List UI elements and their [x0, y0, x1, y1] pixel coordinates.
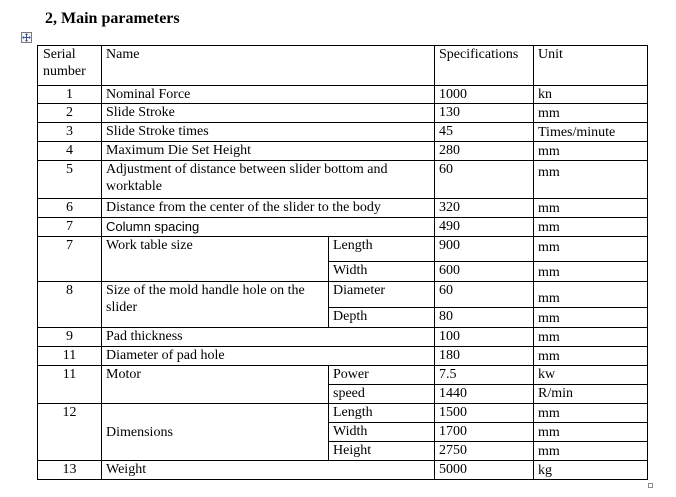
spec-cell: 5000	[435, 461, 534, 480]
sub-label-cell: Depth	[329, 308, 435, 328]
spec-cell: 80	[435, 308, 534, 328]
serial-cell: 12	[38, 404, 102, 461]
name-cell: Motor	[102, 366, 329, 404]
spec-cell: 1000	[435, 86, 534, 104]
move-arrows-icon	[22, 33, 31, 42]
spec-cell: 490	[435, 218, 534, 237]
name-cell: Column spacing	[102, 218, 435, 237]
spec-cell: 45	[435, 123, 534, 142]
sub-label-cell: Power	[329, 366, 435, 385]
table-move-handle[interactable]	[21, 32, 32, 43]
unit-cell: mm	[534, 104, 648, 123]
spec-cell: 900	[435, 237, 534, 262]
unit-cell: mm	[534, 308, 648, 328]
table-resize-handle[interactable]	[648, 483, 653, 488]
unit-cell: mm	[534, 262, 648, 282]
spec-cell: 1700	[435, 423, 534, 442]
serial-cell: 6	[38, 199, 102, 218]
serial-cell: 11	[38, 347, 102, 366]
sub-label-cell: Length	[329, 404, 435, 423]
table-row	[38, 282, 648, 308]
unit-cell: mm	[534, 142, 648, 161]
table-row	[38, 161, 648, 199]
unit-cell: mm	[534, 199, 648, 218]
main-parameters-table	[37, 45, 648, 480]
table-row	[38, 347, 648, 366]
table-row	[38, 366, 648, 385]
serial-cell: 5	[38, 161, 102, 199]
unit-cell: mm	[534, 282, 648, 308]
serial-cell: 2	[38, 104, 102, 123]
name-cell: Slide Stroke	[102, 104, 435, 123]
name-cell: Size of the mold handle hole on the slider	[102, 282, 329, 328]
table-row	[38, 328, 648, 347]
section-heading: 2, Main parameters	[45, 10, 180, 27]
table-row	[38, 104, 648, 123]
table-row	[38, 199, 648, 218]
header-name: Name	[102, 46, 435, 86]
table-row	[38, 142, 648, 161]
serial-cell: 11	[38, 366, 102, 404]
unit-cell: Times/minute	[534, 123, 648, 142]
spec-cell: 60	[435, 161, 534, 199]
spec-cell: 1500	[435, 404, 534, 423]
unit-cell: mm	[534, 218, 648, 237]
serial-cell: 7	[38, 237, 102, 282]
name-cell: Adjustment of distance between slider bottom and worktable	[102, 161, 435, 199]
name-cell: Maximum Die Set Height	[102, 142, 435, 161]
unit-cell: mm	[534, 328, 648, 347]
serial-cell: 4	[38, 142, 102, 161]
table-row	[38, 86, 648, 104]
header-unit: Unit	[534, 46, 648, 86]
name-cell: Slide Stroke times	[102, 123, 435, 142]
table-header-row	[38, 46, 648, 86]
header-specifications: Specifications	[435, 46, 534, 86]
sub-label-cell: Diameter	[329, 282, 435, 308]
unit-cell: kg	[534, 461, 648, 480]
spec-cell: 100	[435, 328, 534, 347]
unit-cell: mm	[534, 347, 648, 366]
sub-label-cell: Width	[329, 423, 435, 442]
name-cell: Work table size	[102, 237, 329, 282]
sub-label-cell: Length	[329, 237, 435, 262]
spec-cell: 180	[435, 347, 534, 366]
name-cell: Diameter of pad hole	[102, 347, 435, 366]
table-row	[38, 123, 648, 142]
spec-cell: 60	[435, 282, 534, 308]
unit-cell: mm	[534, 161, 648, 199]
header-serial-number: Serial number	[38, 46, 102, 86]
spec-cell: 600	[435, 262, 534, 282]
serial-cell: 13	[38, 461, 102, 480]
spec-cell: 130	[435, 104, 534, 123]
unit-cell: mm	[534, 442, 648, 461]
serial-cell: 9	[38, 328, 102, 347]
serial-cell: 3	[38, 123, 102, 142]
name-cell: Distance from the center of the slider to the body	[102, 199, 435, 218]
unit-cell: kw	[534, 366, 648, 385]
name-cell: Dimensions	[102, 404, 329, 461]
name-cell: Nominal Force	[102, 86, 435, 104]
spec-cell: 1440	[435, 385, 534, 404]
table-row	[38, 237, 648, 262]
table-row	[38, 461, 648, 480]
spec-cell: 7.5	[435, 366, 534, 385]
spec-cell: 2750	[435, 442, 534, 461]
name-cell: Weight	[102, 461, 435, 480]
unit-cell: R/min	[534, 385, 648, 404]
sub-label-cell: Width	[329, 262, 435, 282]
sub-label-cell: speed	[329, 385, 435, 404]
spec-cell: 320	[435, 199, 534, 218]
name-cell: Pad thickness	[102, 328, 435, 347]
sub-label-cell: Height	[329, 442, 435, 461]
unit-cell: mm	[534, 423, 648, 442]
unit-cell: mm	[534, 237, 648, 262]
serial-cell: 8	[38, 282, 102, 328]
spec-cell: 280	[435, 142, 534, 161]
serial-cell: 1	[38, 86, 102, 104]
unit-cell: mm	[534, 404, 648, 423]
serial-cell: 7	[38, 218, 102, 237]
unit-cell: kn	[534, 86, 648, 104]
table-row	[38, 218, 648, 237]
table-row	[38, 404, 648, 423]
